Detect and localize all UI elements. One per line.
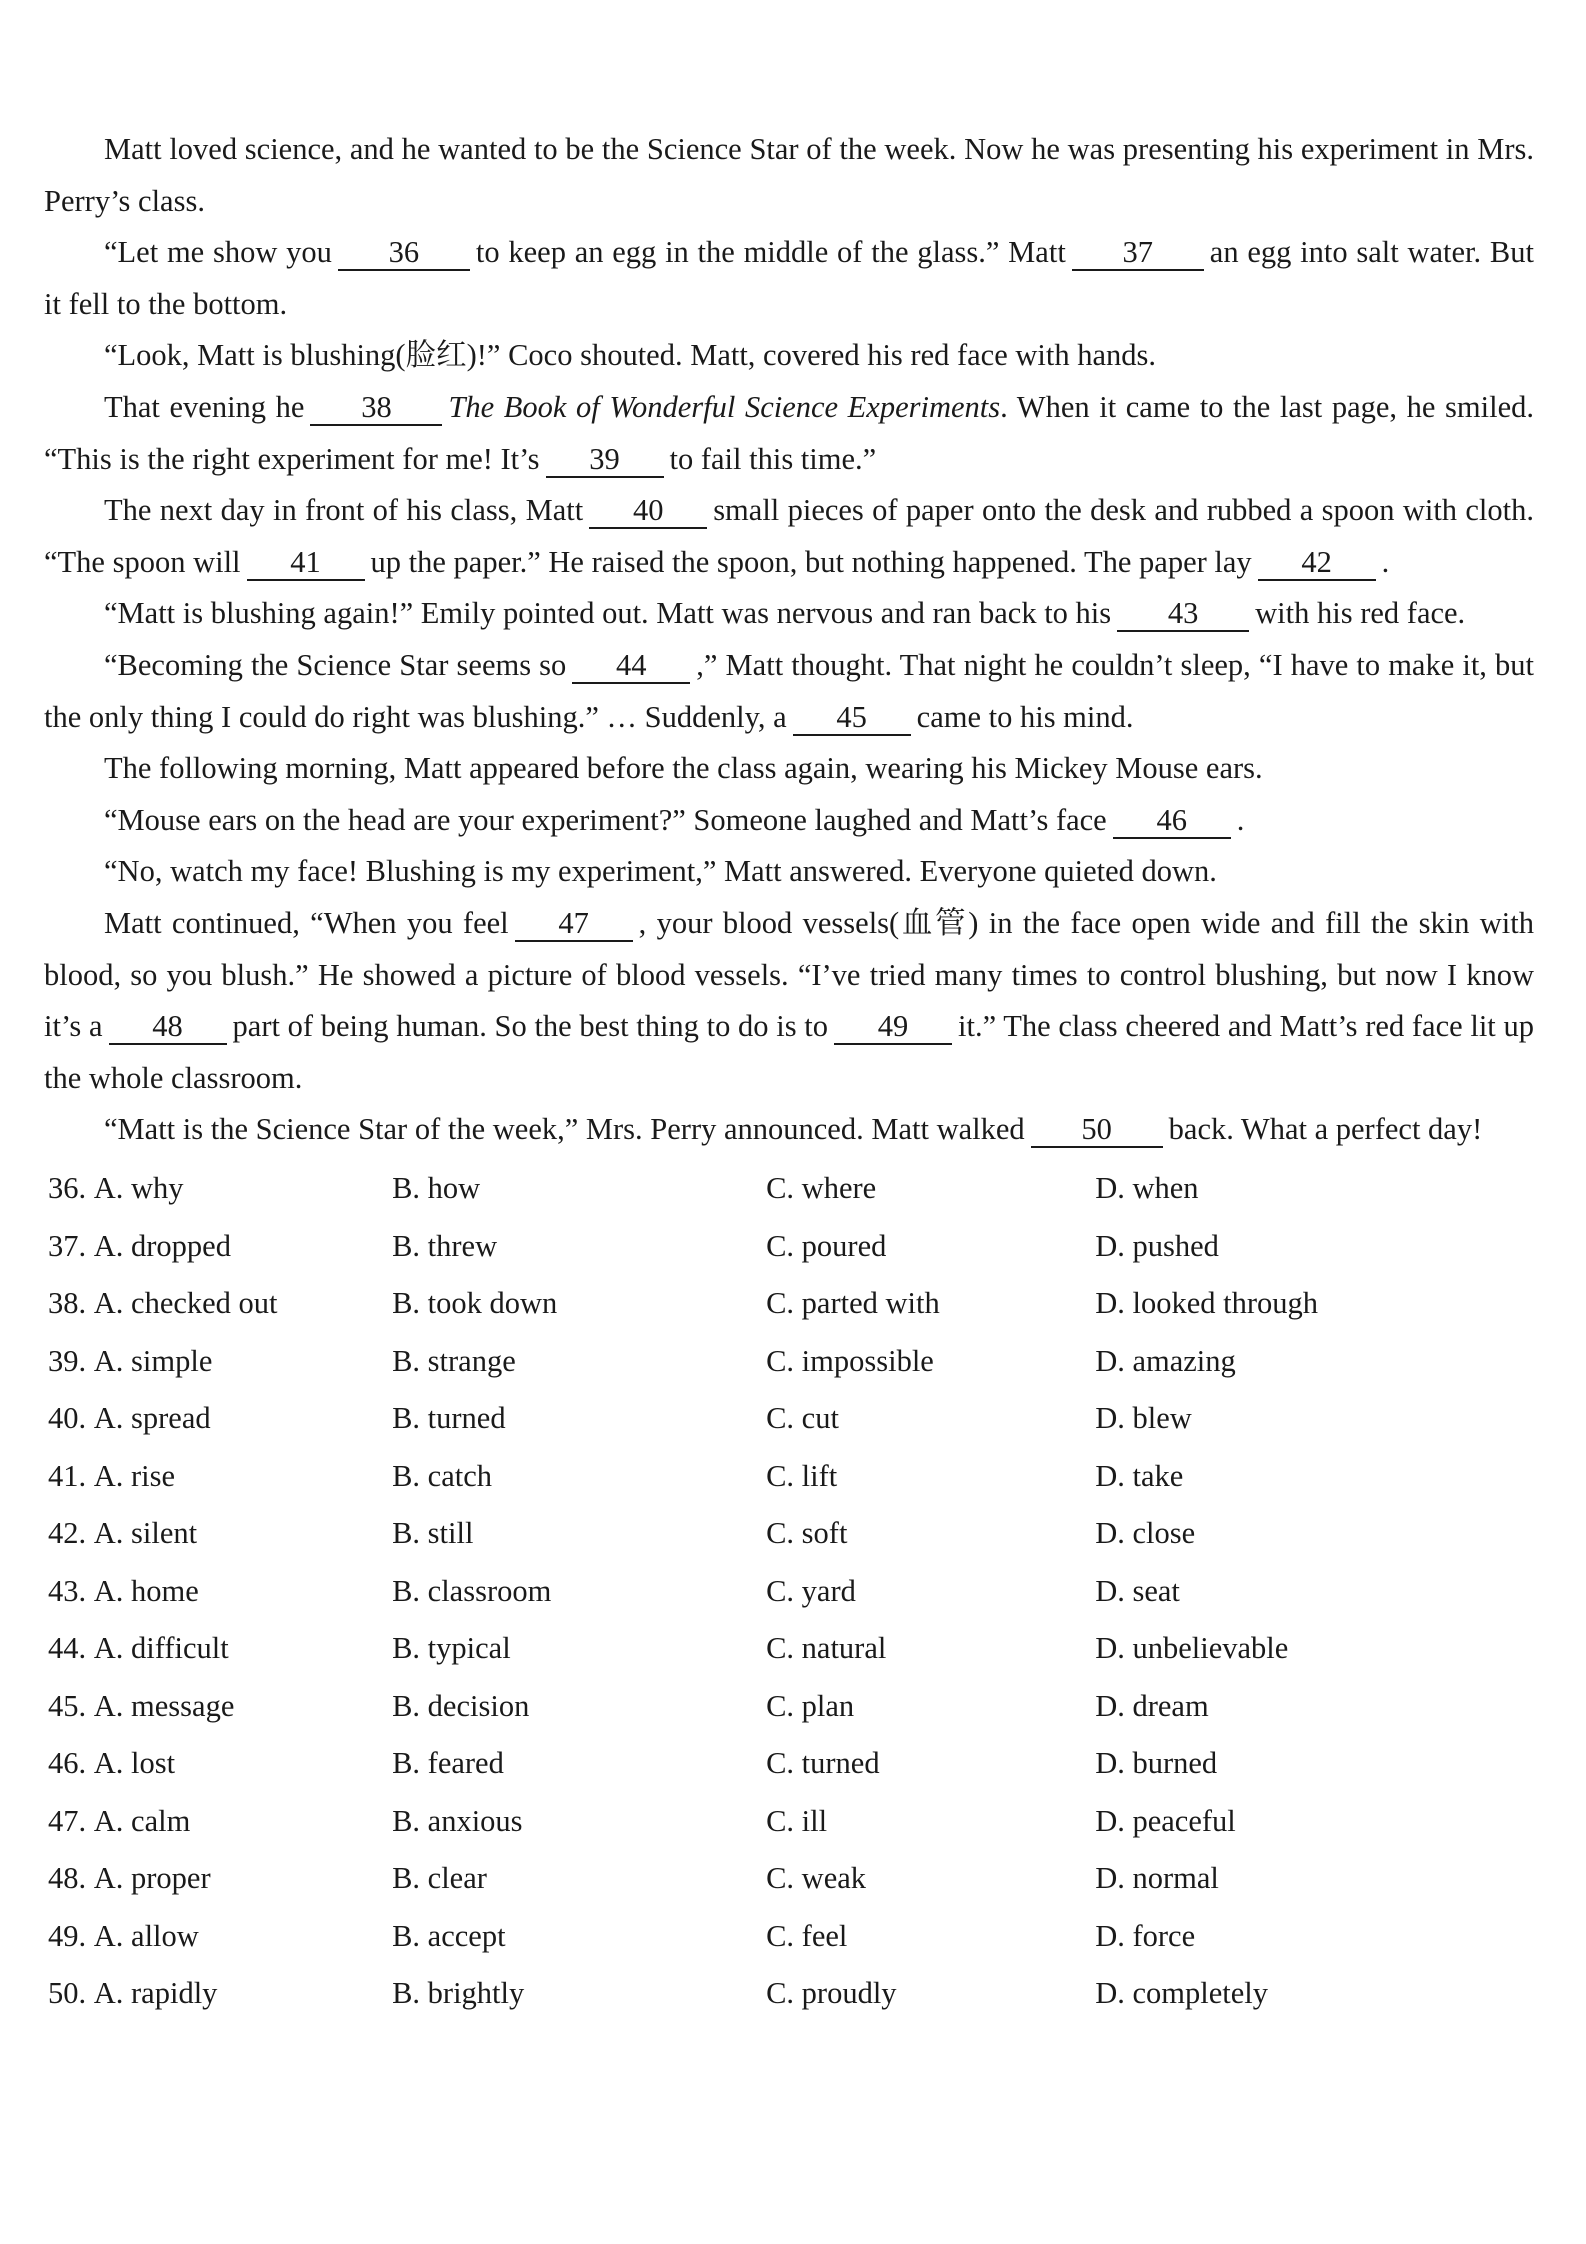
blank-40: 40 (589, 493, 707, 529)
option-d: D. close (1095, 1516, 1196, 1551)
blank-48: 48 (109, 1009, 227, 1045)
option-d: D. amazing (1095, 1343, 1236, 1378)
book-title: The Book of Wonderful Science Experiments (448, 389, 1001, 424)
paragraph-9 (44, 795, 1534, 847)
question-number: 50. (48, 1976, 87, 2011)
option-a: A. checked out (93, 1286, 278, 1321)
blank-39: 39 (546, 442, 664, 478)
text: “Becoming the Science Star seems so (104, 647, 567, 682)
question-number: 36. (48, 1171, 87, 1206)
option-row-43 (44, 1562, 1534, 1620)
option-d: D. force (1095, 1918, 1196, 1953)
blank-50: 50 (1031, 1112, 1163, 1148)
blank-49: 49 (834, 1009, 952, 1045)
question-number: 40. (48, 1401, 87, 1436)
option-c: C. parted with (766, 1286, 940, 1321)
text: “Look, Matt is blushing(脸红)!” Coco shouted. Matt, covered his red face with hands. (104, 338, 1157, 373)
question-number: 46. (48, 1746, 87, 1781)
paragraph-10 (44, 846, 1534, 898)
option-c: C. plan (766, 1688, 855, 1723)
option-a: A. rapidly (93, 1976, 218, 2011)
option-row-38 (44, 1275, 1534, 1333)
option-d: D. blew (1095, 1401, 1192, 1436)
option-b: B. still (392, 1516, 474, 1551)
option-row-40 (44, 1390, 1534, 1448)
option-a: A. message (93, 1688, 235, 1723)
option-b: B. how (392, 1171, 481, 1206)
question-number: 42. (48, 1516, 87, 1551)
option-b: B. took down (392, 1286, 558, 1321)
option-a: A. proper (93, 1861, 211, 1896)
option-d: D. take (1095, 1458, 1184, 1493)
option-row-47 (44, 1792, 1534, 1850)
text: it.” The class cheered and Matt’s red face lit up the whole classroom. (44, 1009, 1534, 1095)
text: . When it came to the last page, he smiled. “This is the right experiment for me! It’s (44, 389, 1534, 476)
paragraph-12 (44, 1104, 1534, 1156)
question-number: 49. (48, 1918, 87, 1953)
blank-46: 46 (1113, 803, 1231, 839)
paragraph-7 (44, 640, 1534, 743)
option-c: C. natural (766, 1631, 887, 1666)
option-b: B. brightly (392, 1976, 525, 2011)
paragraph-3 (44, 330, 1534, 382)
text: “No, watch my face! Blushing is my experiment,” Matt answered. Everyone quieted down. (104, 854, 1217, 889)
option-a: A. difficult (93, 1631, 229, 1666)
option-d: D. when (1095, 1171, 1199, 1206)
option-row-45 (44, 1677, 1534, 1735)
option-row-49 (44, 1907, 1534, 1965)
text: Matt loved science, and he wanted to be the Science Star of the week. Now he was presenting his experiment in Mrs. Perry’s class. (44, 132, 1534, 218)
blank-37: 37 (1072, 235, 1204, 271)
blank-43: 43 (1117, 596, 1249, 632)
option-b: B. accept (392, 1918, 506, 1953)
paragraph-11 (44, 898, 1534, 1104)
option-c: C. weak (766, 1861, 867, 1896)
option-b: B. classroom (392, 1573, 552, 1608)
option-row-50 (44, 1965, 1534, 2023)
option-d: D. normal (1095, 1861, 1219, 1896)
option-d: D. dream (1095, 1688, 1209, 1723)
paragraph-5 (44, 485, 1534, 588)
text: part of being human. So the best thing to do is to (232, 1009, 829, 1044)
text: , your blood vessels(血管) in the face open wide and fill the skin with blood, so you blush.” He showed a picture of blood vessels. “I’ve tried many times to control blushing, but now I know it’s a (44, 905, 1535, 1044)
paragraph-2 (44, 227, 1534, 330)
option-b: B. strange (392, 1343, 516, 1378)
option-a: A. why (93, 1171, 184, 1206)
blank-42: 42 (1258, 545, 1376, 581)
option-row-46 (44, 1735, 1534, 1793)
paragraph-1 (44, 124, 1534, 227)
option-a: A. home (93, 1573, 199, 1608)
paragraph-4 (44, 382, 1534, 485)
blank-36: 36 (338, 235, 470, 271)
question-number: 44. (48, 1631, 87, 1666)
option-c: C. yard (766, 1573, 856, 1608)
option-b: B. feared (392, 1746, 504, 1781)
option-c: C. soft (766, 1516, 848, 1551)
text: up the paper.” He raised the spoon, but nothing happened. The paper lay (370, 544, 1252, 579)
option-b: B. anxious (392, 1803, 523, 1838)
question-number: 37. (48, 1228, 87, 1263)
option-b: B. typical (392, 1631, 511, 1666)
question-number: 41. (48, 1458, 87, 1493)
option-row-42 (44, 1505, 1534, 1563)
option-a: A. rise (93, 1458, 176, 1493)
question-number: 45. (48, 1688, 87, 1723)
blank-41: 41 (247, 545, 365, 581)
option-c: C. poured (766, 1228, 887, 1263)
option-row-37 (44, 1217, 1534, 1275)
option-d: D. unbelievable (1095, 1631, 1289, 1666)
option-d: D. looked through (1095, 1286, 1318, 1321)
option-b: B. turned (392, 1401, 506, 1436)
text: That evening he (104, 389, 305, 424)
text: “Matt is the Science Star of the week,” Mrs. Perry announced. Matt walked (104, 1112, 1025, 1147)
text: . (1381, 544, 1390, 579)
option-d: D. burned (1095, 1746, 1218, 1781)
text: to keep an egg in the middle of the glass.” Matt (475, 235, 1066, 270)
option-row-36 (44, 1160, 1534, 1218)
answer-options (44, 1160, 1534, 2023)
text: small pieces of paper onto the desk and rubbed a spoon with cloth. “The spoon will (44, 493, 1534, 579)
option-a: A. silent (93, 1516, 198, 1551)
option-d: D. pushed (1095, 1228, 1219, 1263)
option-c: C. where (766, 1171, 877, 1206)
option-a: A. simple (93, 1343, 213, 1378)
option-b: B. catch (392, 1458, 493, 1493)
paragraph-8 (44, 743, 1534, 795)
text: an egg into salt water. But it fell to the bottom. (44, 235, 1534, 321)
option-c: C. impossible (766, 1343, 934, 1378)
text: The next day in front of his class, Matt (104, 493, 584, 528)
option-row-41 (44, 1447, 1534, 1505)
option-row-39 (44, 1332, 1534, 1390)
option-c: C. turned (766, 1746, 880, 1781)
option-a: A. dropped (93, 1228, 231, 1263)
blank-45: 45 (793, 700, 911, 736)
text: to fail this time.” (669, 441, 877, 476)
text: “Matt is blushing again!” Emily pointed out. Matt was nervous and ran back to his (104, 596, 1112, 631)
option-c: C. ill (766, 1803, 828, 1838)
text: ,” Matt thought. That night he couldn’t sleep, “I have to make it, but the only thing I could do right was blushing.” … Suddenly, a (44, 647, 1534, 734)
option-b: B. clear (392, 1861, 487, 1896)
paragraph-6 (44, 588, 1534, 640)
option-a: A. allow (93, 1918, 199, 1953)
text: . (1236, 802, 1245, 837)
question-number: 43. (48, 1573, 87, 1608)
option-a: A. lost (93, 1746, 176, 1781)
option-c: C. lift (766, 1458, 838, 1493)
text: Matt continued, “When you feel (104, 905, 509, 940)
option-b: B. threw (392, 1228, 498, 1263)
option-a: A. spread (93, 1401, 211, 1436)
blank-47: 47 (515, 906, 633, 942)
blank-44: 44 (572, 648, 690, 684)
option-row-44 (44, 1620, 1534, 1678)
option-d: D. completely (1095, 1976, 1268, 2011)
option-a: A. calm (93, 1803, 191, 1838)
option-c: C. cut (766, 1401, 839, 1436)
blank-38: 38 (310, 390, 442, 426)
cloze-passage (44, 124, 1534, 1156)
text: with his red face. (1255, 596, 1466, 631)
option-d: D. seat (1095, 1573, 1180, 1608)
option-c: C. feel (766, 1918, 848, 1953)
text: “Mouse ears on the head are your experiment?” Someone laughed and Matt’s face (104, 802, 1107, 837)
text: came to his mind. (916, 699, 1134, 734)
option-b: B. decision (392, 1688, 530, 1723)
question-number: 47. (48, 1803, 87, 1838)
text: The following morning, Matt appeared before the class again, wearing his Mickey Mouse ears. (104, 751, 1263, 786)
question-number: 38. (48, 1286, 87, 1321)
option-row-48 (44, 1850, 1534, 1908)
question-number: 39. (48, 1343, 87, 1378)
question-number: 48. (48, 1861, 87, 1896)
text: “Let me show you (104, 235, 332, 270)
option-d: D. peaceful (1095, 1803, 1236, 1838)
text: back. What a perfect day! (1168, 1112, 1483, 1147)
option-c: C. proudly (766, 1976, 897, 2011)
